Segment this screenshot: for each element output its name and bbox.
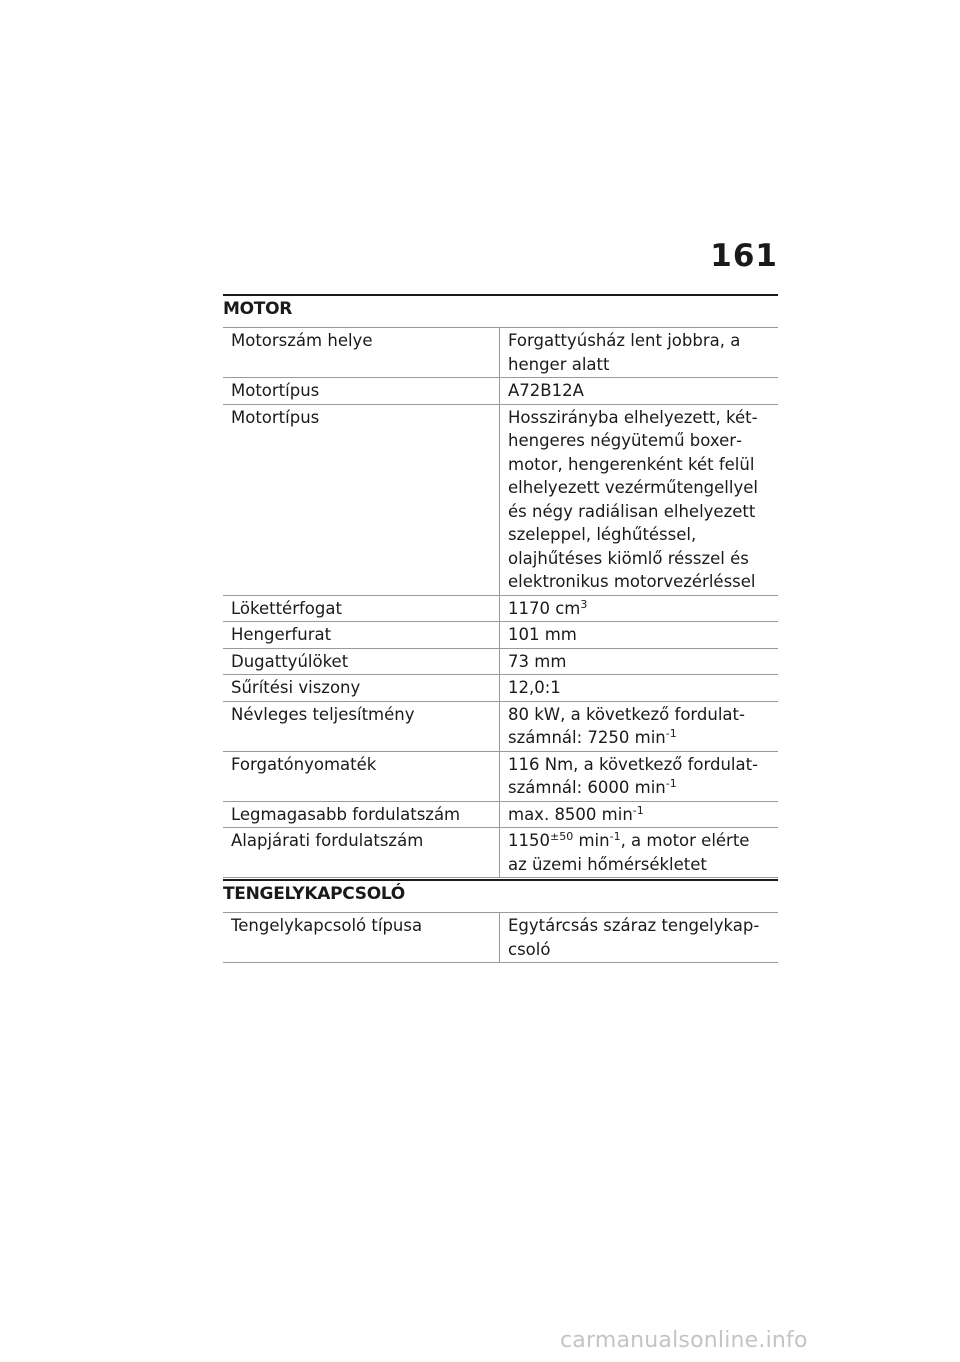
table-row [223,404,778,595]
spec-label: Motortípus [231,381,320,400]
spec-value [500,751,779,801]
value-text: 1170 cm [508,598,581,618]
unit-superscript: 3 [580,597,588,611]
unit-superscript: -1 [609,830,621,843]
spec-label: Alapjárati fordulatszám [231,831,424,850]
clutch-spec-table [223,912,778,963]
spec-label: Tengelykapcsoló típusa [231,916,423,935]
tolerance-superscript: ±50 [550,830,574,843]
table-row [223,378,778,405]
value-text: , a motor elérte az üzemi hőmérsékletet [508,831,750,874]
motor-section [223,294,778,878]
spec-label: Lökettérfogat [231,598,342,618]
spec-label: Dugattyúlöket [231,651,349,671]
spec-value: 101 mm [500,622,779,649]
clutch-section [223,879,778,963]
spec-value [500,701,779,751]
motor-spec-table [223,327,778,878]
table-row [223,622,778,649]
spec-value: A72B12A [500,378,779,405]
spec-value: Hosszirányba elhelyezett, kéthengeres négyütemű boxermotor, hengerenként két felül elhelyezett vezérműtengellyel és négy radiálisan elhelyezett szeleppel, léghűtéssel, olajhűtéses kiömlő résszel és elektronikus motorvezérléssel [500,404,779,595]
spec-value: 73 mm [500,648,779,675]
spec-value [500,828,779,878]
table-row [223,828,778,878]
table-row [223,913,778,963]
unit-superscript: -1 [665,777,677,790]
unit-superscript: -1 [632,803,644,817]
spec-label: Névleges teljesítmény [231,704,415,724]
table-row [223,751,778,801]
spec-value: Egytárcsás száraz tengelykapcsoló [500,913,779,963]
table-row [223,595,778,622]
value-text: 80 kW, a következő fordulatszámnál: 7250 min [508,704,745,747]
table-row [223,328,778,378]
spec-label: Motortípus [231,407,320,427]
spec-label: Hengerfurat [231,625,332,644]
spec-value [500,801,779,828]
table-row [223,675,778,702]
spec-label: Motorszám helye [231,331,373,350]
section-title-clutch: TENGELYKAPCSOLÓ [223,884,405,904]
value-text: max. 8500 min [508,804,633,824]
spec-value [500,595,779,622]
watermark: carmanualsonline.info [560,1328,808,1353]
spec-label: Forgatónyomaték [231,754,377,774]
spec-value: Forgattyúsház lent jobbra, a henger alatt [500,328,779,378]
value-text: 1150 [508,831,550,850]
value-text: 116 Nm, a következő fordulatszámnál: 6000 min [508,754,759,797]
section-title-motor: MOTOR [223,299,293,319]
spec-label: Legmagasabb fordulatszám [231,804,461,824]
unit-superscript: -1 [665,727,677,740]
spec-label: Sűrítési viszony [231,678,361,697]
table-row [223,648,778,675]
page-number: 161 [710,238,778,274]
value-text: min [573,831,610,850]
spec-value: 12,0:1 [500,675,779,702]
table-row [223,801,778,828]
table-row [223,701,778,751]
